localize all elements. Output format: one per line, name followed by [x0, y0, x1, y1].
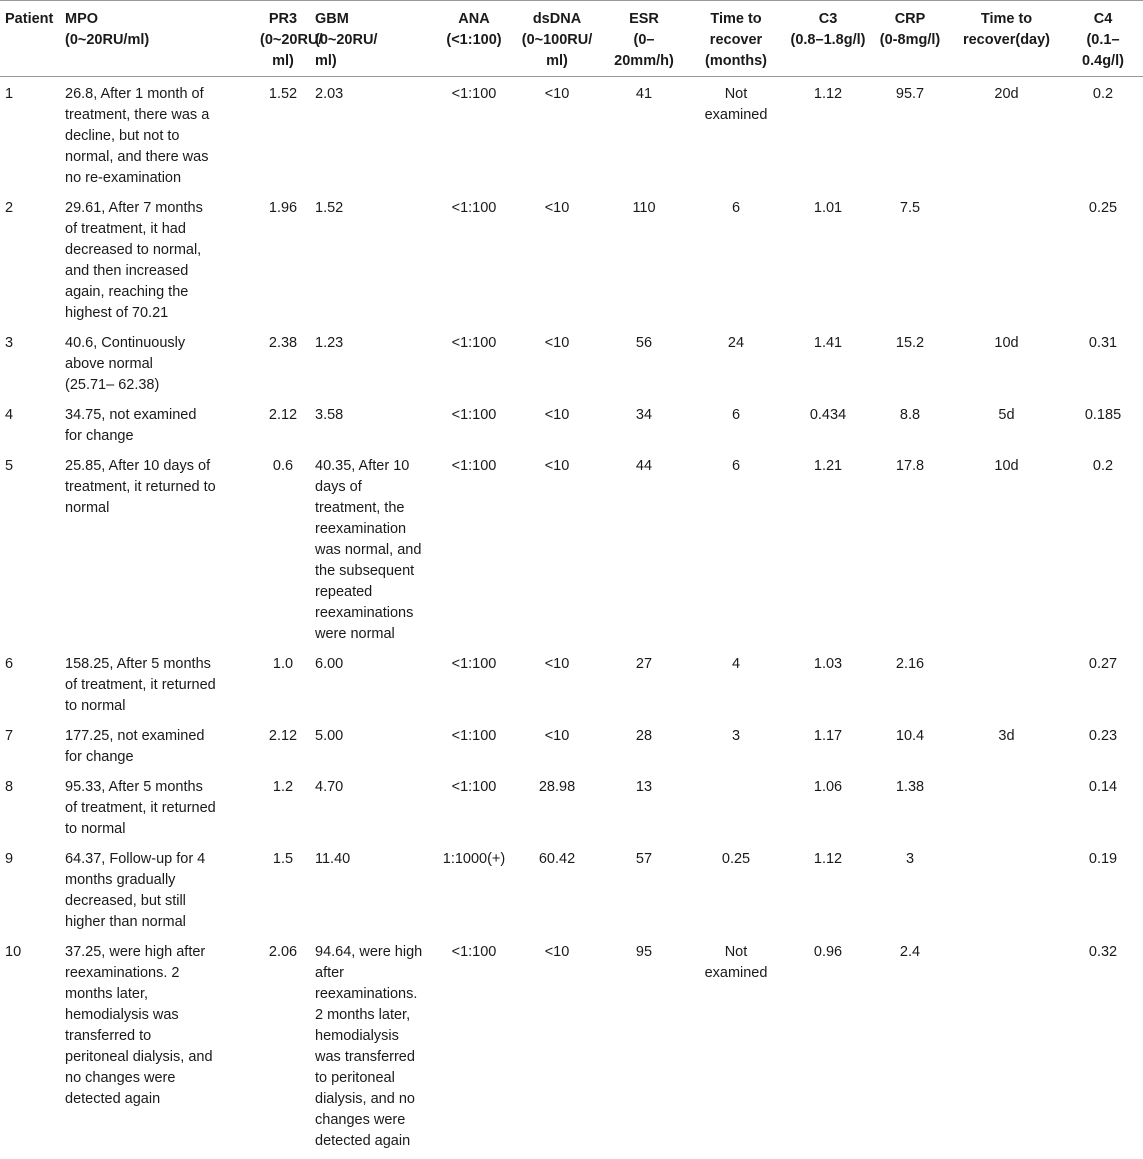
cell-ana: <1:100 [451, 458, 497, 474]
cell-mpo: 26.8, After 1 month of treatment, there was a decline, but not to normal, and there was no re-examination [65, 86, 210, 186]
cell-gbm: 1.52 [315, 200, 344, 216]
cell-dsdna: <10 [544, 656, 570, 672]
cell-c3: 1.01 [813, 200, 843, 216]
cell-crp: 15.2 [895, 335, 925, 351]
cell-patient: 2 [5, 200, 14, 216]
cell-time-to-recover-day: 5d [998, 407, 1015, 423]
cell-time-to-recover-months: 4 [731, 656, 741, 672]
cell-esr: 41 [635, 86, 653, 102]
cell-c4: 0.31 [1088, 335, 1118, 351]
cell-mpo: 177.25, not examined for change [65, 728, 205, 765]
table-row [0, 451, 1143, 649]
cell-dsdna: <10 [544, 728, 570, 744]
cell-gbm: 11.40 [315, 851, 351, 867]
cell-esr: 34 [635, 407, 653, 423]
cell-time-to-recover-months: 24 [727, 335, 745, 351]
cell-crp: 2.16 [895, 656, 925, 672]
cell-c4: 0.14 [1088, 779, 1118, 795]
cell-gbm: 6.00 [315, 656, 344, 672]
cell-ana: <1:100 [451, 407, 497, 423]
table-row [0, 721, 1143, 772]
cell-dsdna: <10 [544, 200, 570, 216]
cell-c4: 0.32 [1088, 944, 1118, 960]
cell-esr: 13 [635, 779, 653, 795]
cell-c4: 0.25 [1088, 200, 1118, 216]
cell-c4: 0.185 [1084, 407, 1122, 423]
table-header [0, 1, 1143, 77]
cell-mpo: 37.25, were high after reexaminations. 2 months later, hemodialysis was transferred to peritoneal dialysis, and no changes were detected again [65, 944, 213, 1107]
cell-dsdna: <10 [544, 86, 570, 102]
cell-c3: 1.41 [813, 335, 843, 351]
cell-c3: 0.96 [813, 944, 843, 960]
cell-crp: 1.38 [895, 779, 925, 795]
cell-pr3: 1.5 [272, 851, 294, 867]
cell-mpo: 158.25, After 5 months of treatment, it returned to normal [65, 656, 216, 714]
cell-c3: 1.12 [813, 86, 843, 102]
cell-pr3: 1.0 [272, 656, 294, 672]
cell-pr3: 2.12 [268, 728, 298, 744]
cell-patient: 3 [5, 335, 14, 351]
header-time-to-recover-day: Time to recover(day) [950, 1, 1063, 77]
cell-patient: 9 [5, 851, 14, 867]
cell-ana: <1:100 [451, 728, 497, 744]
cell-c4: 0.27 [1088, 656, 1118, 672]
cell-patient: 1 [5, 86, 14, 102]
cell-time-to-recover-day [950, 844, 1063, 937]
cell-c3: 1.17 [813, 728, 843, 744]
cell-pr3: 1.2 [272, 779, 294, 795]
cell-c3: 0.434 [809, 407, 847, 423]
cell-ana: <1:100 [451, 656, 497, 672]
cell-c4: 0.2 [1092, 458, 1114, 474]
cell-time-to-recover-day [950, 772, 1063, 844]
cell-ana: <1:100 [451, 200, 497, 216]
cell-c3: 1.03 [813, 656, 843, 672]
cell-esr: 57 [635, 851, 653, 867]
header-gbm: GBM (0~20RU/ ml) [310, 1, 436, 77]
cell-patient: 8 [5, 779, 14, 795]
table-row [0, 649, 1143, 721]
cell-patient: 10 [5, 944, 22, 960]
cell-time-to-recover-months [686, 772, 786, 844]
cell-dsdna: <10 [544, 944, 570, 960]
cell-esr: 95 [635, 944, 653, 960]
cell-time-to-recover-day: 10d [994, 458, 1019, 474]
cell-patient: 6 [5, 656, 14, 672]
cell-time-to-recover-day: 3d [998, 728, 1015, 744]
cell-mpo: 64.37, Follow-up for 4 months gradually decreased, but still higher than normal [65, 851, 206, 930]
cell-c3: 1.21 [813, 458, 843, 474]
header-dsdna: dsDNA (0~100RU/ ml) [512, 1, 602, 77]
cell-time-to-recover-months: 0.25 [721, 851, 751, 867]
table-row [0, 328, 1143, 400]
header-row [0, 1, 1143, 77]
cell-gbm: 40.35, After 10 days of treatment, the reexamination was normal, and the subsequent repeated reexaminations were normal [315, 458, 422, 642]
cell-dsdna: <10 [544, 407, 570, 423]
cell-patient: 4 [5, 407, 14, 423]
cell-patient: 7 [5, 728, 14, 744]
header-time-to-recover-months: Time to recover (months) [686, 1, 786, 77]
header-esr: ESR (0–20mm/h) [602, 1, 686, 77]
cell-time-to-recover-day [950, 193, 1063, 328]
cell-time-to-recover-day [950, 937, 1063, 1159]
cell-crp: 2.4 [899, 944, 921, 960]
cell-esr: 56 [635, 335, 653, 351]
table-row [0, 772, 1143, 844]
table-body [0, 77, 1143, 1159]
cell-time-to-recover-day [950, 649, 1063, 721]
cell-gbm: 1.23 [315, 335, 344, 351]
cell-time-to-recover-months: 6 [731, 407, 741, 423]
cell-c4: 0.2 [1092, 86, 1114, 102]
cell-time-to-recover-months: 6 [731, 200, 741, 216]
header-c4: C4 (0.1–0.4g/l) [1063, 1, 1143, 77]
table-row [0, 77, 1143, 194]
cell-ana: <1:100 [451, 944, 497, 960]
cell-time-to-recover-day: 10d [994, 335, 1019, 351]
cell-gbm: 94.64, were high after reexaminations. 2 months later, hemodialysis was transferred to peritoneal dialysis, and no changes were detected again [315, 944, 423, 1149]
cell-pr3: 2.38 [268, 335, 298, 351]
cell-dsdna: <10 [544, 458, 570, 474]
cell-mpo: 95.33, After 5 months of treatment, it returned to normal [65, 779, 216, 837]
cell-esr: 28 [635, 728, 653, 744]
cell-time-to-recover-months: Not examined [704, 86, 768, 123]
cell-crp: 7.5 [899, 200, 921, 216]
cell-patient: 5 [5, 458, 14, 474]
cell-pr3: 2.06 [268, 944, 298, 960]
cell-gbm: 3.58 [315, 407, 344, 423]
header-mpo: MPO (0~20RU/ml) [60, 1, 256, 77]
cell-ana: <1:100 [451, 335, 497, 351]
cell-ana: <1:100 [451, 779, 497, 795]
cell-mpo: 29.61, After 7 months of treatment, it had decreased to normal, and then increased again, reaching the highest of 70.21 [65, 200, 203, 321]
cell-pr3: 1.96 [268, 200, 298, 216]
cell-esr: 44 [635, 458, 653, 474]
cell-mpo: 25.85, After 10 days of treatment, it returned to normal [65, 458, 216, 516]
cell-c4: 0.23 [1088, 728, 1118, 744]
cell-c3: 1.12 [813, 851, 843, 867]
cell-pr3: 0.6 [272, 458, 294, 474]
cell-gbm: 5.00 [315, 728, 344, 744]
cell-ana: <1:100 [451, 86, 497, 102]
header-crp: CRP (0-8mg/l) [870, 1, 950, 77]
cell-esr: 110 [632, 200, 656, 216]
cell-time-to-recover-months: 6 [731, 458, 741, 474]
cell-dsdna: <10 [544, 335, 570, 351]
cell-esr: 27 [635, 656, 653, 672]
cell-gbm: 4.70 [315, 779, 344, 795]
cell-crp: 3 [905, 851, 915, 867]
cell-crp: 10.4 [895, 728, 925, 744]
cell-c4: 0.19 [1088, 851, 1118, 867]
cell-time-to-recover-months: 3 [731, 728, 741, 744]
cell-c3: 1.06 [813, 779, 843, 795]
cell-gbm: 2.03 [315, 86, 344, 102]
cell-crp: 8.8 [899, 407, 921, 423]
cell-crp: 17.8 [895, 458, 925, 474]
cell-pr3: 2.12 [268, 407, 298, 423]
table-row [0, 400, 1143, 451]
cell-time-to-recover-day: 20d [994, 86, 1019, 102]
cell-mpo: 34.75, not examined for change [65, 407, 197, 444]
cell-mpo: 40.6, Continuously above normal (25.71– 62.38) [65, 335, 186, 393]
table-row [0, 937, 1143, 1159]
cell-time-to-recover-months: Not examined [704, 944, 768, 981]
header-pr3: PR3 (0~20RU/ ml) [256, 1, 310, 77]
cell-dsdna: 60.42 [538, 851, 576, 867]
cell-crp: 95.7 [895, 86, 925, 102]
cell-pr3: 1.52 [268, 86, 298, 102]
cell-dsdna: 28.98 [538, 779, 576, 795]
cell-ana: 1:1000(+) [442, 851, 506, 867]
table-row [0, 844, 1143, 937]
header-ana: ANA (<1:100) [436, 1, 512, 77]
header-c3: C3 (0.8–1.8g/l) [786, 1, 870, 77]
header-patient: Patient [0, 1, 60, 77]
table-row [0, 193, 1143, 328]
